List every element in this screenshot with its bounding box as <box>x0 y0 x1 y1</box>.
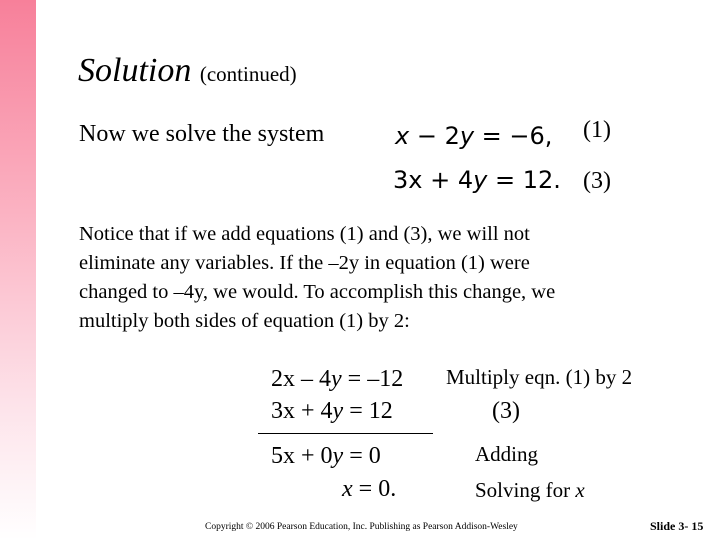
eq1-y: y <box>459 122 475 150</box>
paragraph-line: multiply both sides of equation (1) by 2: <box>79 310 410 332</box>
work-line-4-post: = 0. <box>352 476 397 502</box>
paragraph-line: Notice that if we add equations (1) and (3), we will not <box>79 223 530 245</box>
work-line-1 <box>271 366 403 393</box>
slide-title <box>78 52 297 90</box>
work-line-3-post: = 0 <box>343 443 381 469</box>
eq3-x: 3x <box>393 166 423 194</box>
explanation-paragraph <box>79 220 679 336</box>
title-sub: (continued) <box>199 62 297 86</box>
work-line-1-pre: 2x – 4 <box>271 366 331 392</box>
work-line-2-post: = 12 <box>343 398 393 424</box>
eq1-coef: − 2 <box>409 122 460 150</box>
eq3-coef: + 4 <box>422 166 474 194</box>
work-note-4-text: Solving for <box>475 478 576 502</box>
work-note-4-var: x <box>575 478 585 502</box>
work-line-2 <box>271 398 393 425</box>
equation-1 <box>395 122 552 150</box>
work-note-2: (3) <box>492 398 520 424</box>
eq1-rhs: = −6, <box>474 122 553 150</box>
copyright-footer: Copyright © 2006 Pearson Education, Inc. Publishing as Pearson Addison-Wesley <box>205 522 518 532</box>
equation-3 <box>393 166 561 194</box>
slide-number: Slide 3- 15 <box>650 519 704 533</box>
work-line-3-var: y <box>332 443 344 469</box>
equation-3-tag: (3) <box>583 168 611 194</box>
work-line-2-var: y <box>332 398 344 424</box>
paragraph-line: changed to –4y, we would. To accomplish this change, we <box>79 281 556 303</box>
eq3-y: y <box>473 166 488 194</box>
sum-rule <box>258 433 433 434</box>
equation-1-tag: (1) <box>583 117 611 143</box>
work-line-1-post: = –12 <box>341 366 404 392</box>
work-line-4-var: x <box>342 476 353 502</box>
work-line-1-var: y <box>331 366 342 392</box>
work-note-1: Multiply eqn. (1) by 2 <box>446 365 633 389</box>
work-note-3: Adding <box>475 442 538 466</box>
work-line-4 <box>342 476 396 503</box>
paragraph-line: eliminate any variables. If the –2y in equation (1) were <box>79 252 530 274</box>
work-line-2-pre: 3x + 4 <box>271 398 333 424</box>
work-note-4 <box>475 478 585 503</box>
eq1-x: x <box>395 122 410 150</box>
title-main: Solution <box>78 52 192 89</box>
work-line-3-pre: 5x + 0 <box>271 443 333 469</box>
work-line-3 <box>271 443 381 470</box>
decorative-sidebar <box>0 0 36 540</box>
eq3-rhs: = 12. <box>487 166 561 194</box>
intro-text: Now we solve the system <box>79 121 325 147</box>
